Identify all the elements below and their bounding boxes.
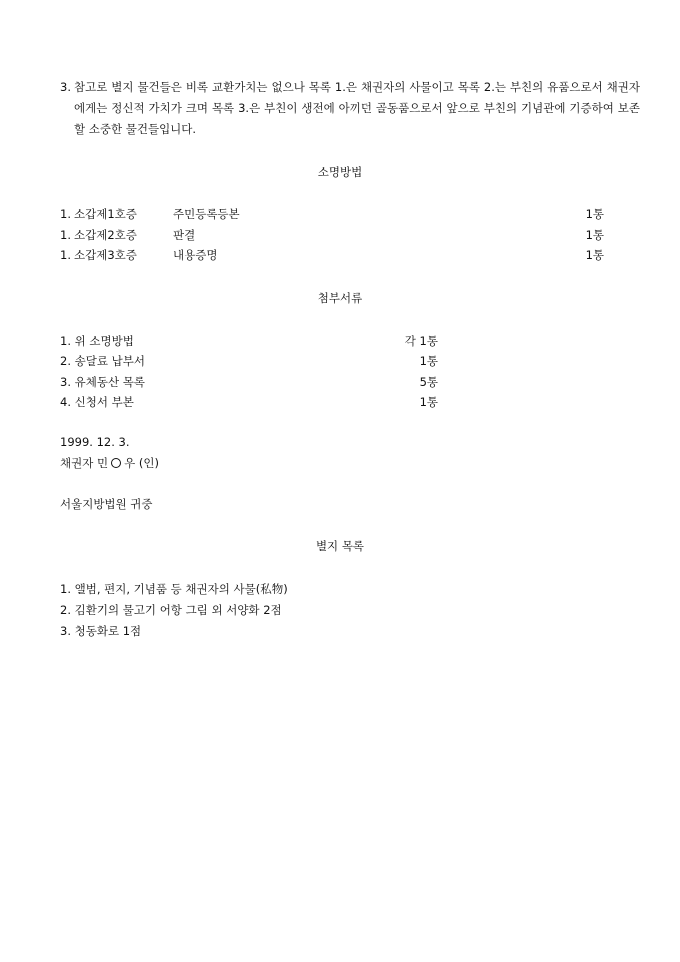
evidence-description: 내용증명: [173, 248, 218, 262]
intro-paragraph: [60, 77, 640, 140]
evidence-row: [60, 246, 620, 264]
creditor-name-suffix: 우 (인): [124, 456, 159, 470]
attachment-row: [60, 352, 438, 370]
attachment-text: 1. 위 소명방법: [60, 334, 134, 348]
evidence-description: 판결: [173, 228, 196, 242]
creditor-signature: [60, 454, 159, 472]
evidence-count: 1통: [585, 248, 604, 262]
attachment-text: 4. 신청서 부본: [60, 395, 134, 409]
appendix-item: 3. 청동화로 1점: [60, 624, 142, 638]
evidence-row: [60, 226, 620, 244]
evidence-heading: 소명방법: [317, 165, 363, 179]
evidence-label: 소갑제3호증: [74, 248, 137, 262]
intro-number: 3.: [60, 80, 71, 94]
attachment-count: 각 1통: [404, 334, 438, 348]
attachment-count: 1통: [419, 395, 438, 409]
evidence-count: 1통: [585, 207, 604, 221]
filing-date: 1999. 12. 3.: [60, 435, 130, 449]
attachment-row: [60, 373, 438, 391]
court-addressee: 서울지방법원 귀중: [60, 497, 153, 511]
circle-mark-icon: [111, 458, 121, 468]
evidence-row: [60, 205, 620, 223]
evidence-label: 소갑제2호증: [74, 228, 137, 242]
appendix-heading: 별지 목록: [315, 539, 365, 553]
appendix-item: 2. 김환기의 물고기 어항 그림 외 서양화 2점: [60, 603, 282, 617]
evidence-number: 1.: [60, 228, 71, 242]
attachment-row: [60, 393, 438, 411]
evidence-count: 1통: [585, 228, 604, 242]
attachment-row: [60, 332, 438, 350]
attachment-count: 1통: [419, 354, 438, 368]
evidence-number: 1.: [60, 248, 71, 262]
intro-text: 참고로 별지 물건들은 비록 교환가치는 없으나 목록 1.은 채권자의 사물이고 목록 2.는 부친의 유품으로서 채권자에게는 정신적 가치가 크며 목록 3.은 부친이 생전에 아끼던 골동품으로서 앞으로 부친의 기념관에 기증하여 보존할 소중한 물건들입니다.: [74, 80, 640, 136]
appendix-item: 1. 앨범, 편지, 기념품 등 채권자의 사물(私物): [60, 582, 288, 596]
attachment-text: 3. 유체동산 목록: [60, 375, 145, 389]
evidence-description: 주민등록등본: [173, 207, 240, 221]
attachments-heading: 첨부서류: [317, 291, 363, 305]
creditor-name-prefix: 채권자 민: [60, 456, 109, 470]
attachment-count: 5통: [419, 375, 438, 389]
evidence-number: 1.: [60, 207, 71, 221]
evidence-label: 소갑제1호증: [74, 207, 137, 221]
attachment-text: 2. 송달료 납부서: [60, 354, 145, 368]
